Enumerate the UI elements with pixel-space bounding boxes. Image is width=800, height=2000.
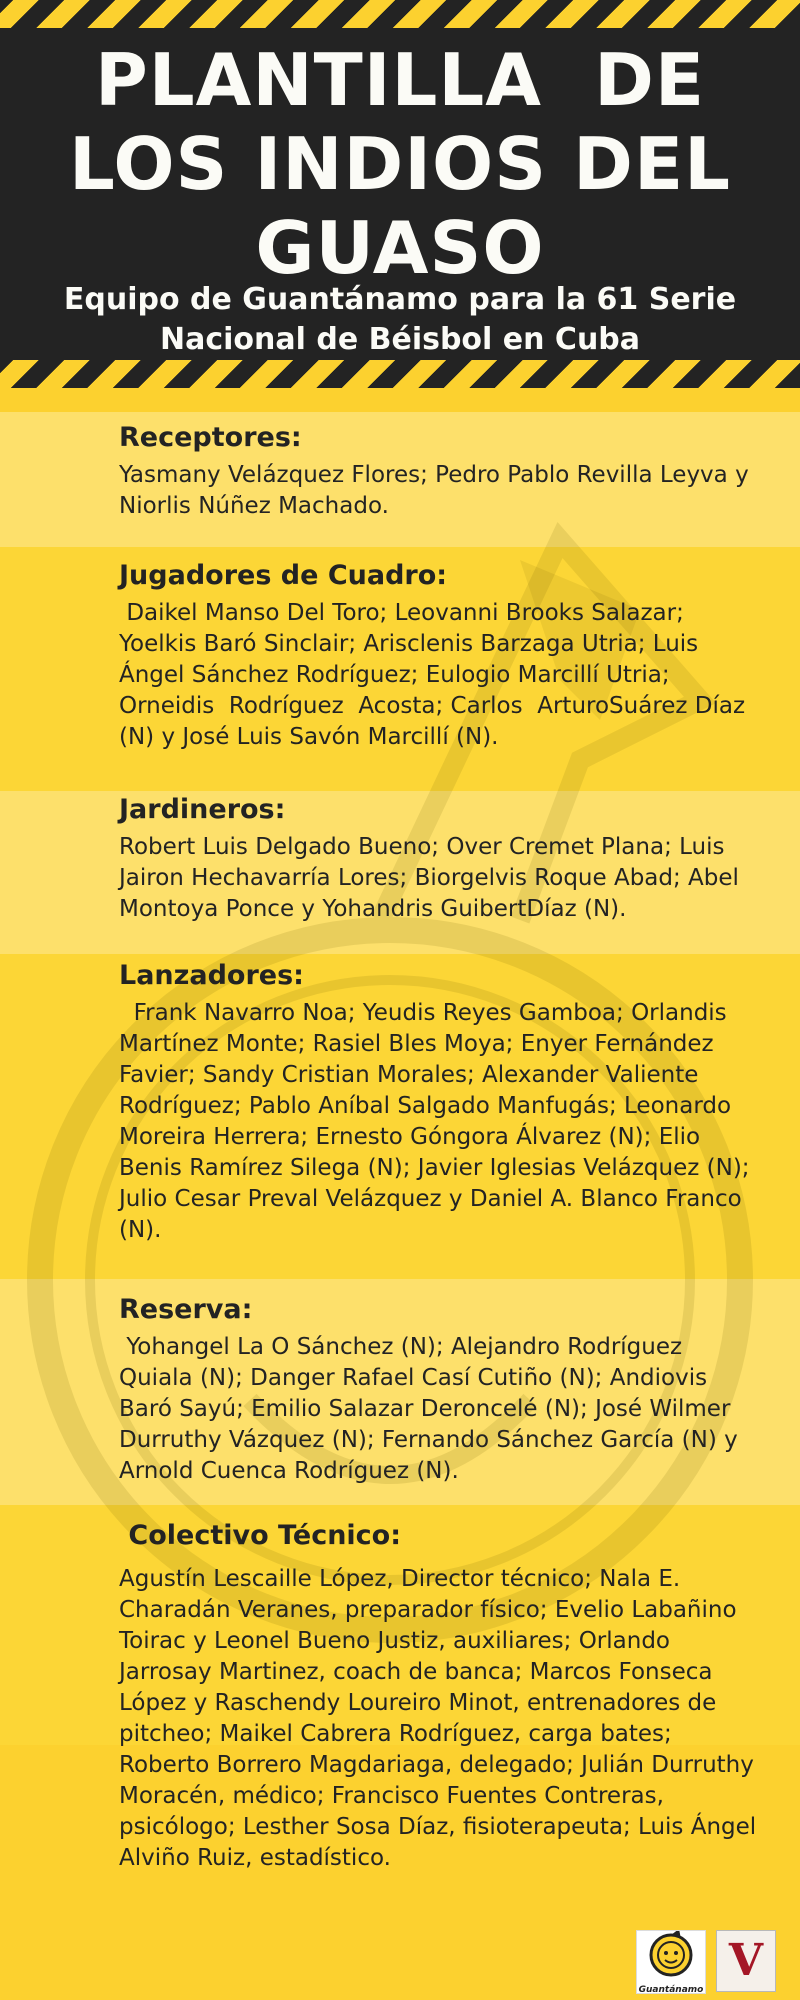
section-receptores	[119, 420, 759, 522]
section-reserva	[119, 1292, 759, 1487]
section-text: Agustín Lescaille López, Director técnico; Nala E. Charadán Veranes, preparador físico; Evelio Labañino Toirac y Leonel Bueno Justiz, auxiliares; Orlando Jarrosay Martinez, coach de banca; Marcos Fonseca López y Raschendy Loureiro Minot, entrenadores de pitcheo; Maikel Cabrera Rodríguez, carga bates; Roberto Borrero Magdariaga, delegado; Julián Durruthy Moracén, médico; Francisco Fuentes Contreras, psicólogo; Lesther Sosa Díaz, fisioterapeuta; Luis Ángel Alviño Ruiz, estadístico.	[119, 1566, 757, 1871]
section-jardineros	[119, 792, 759, 925]
section-heading: Receptores:	[119, 422, 302, 453]
v-logo	[716, 1930, 776, 1992]
section-text: Yasmany Velázquez Flores; Pedro Pablo Revilla Leyva y Niorlis Núñez Machado.	[119, 462, 749, 519]
section-text: Yohangel La O Sánchez (N); Alejandro Rodríguez Quiala (N); Danger Rafael Casí Cutiño (N); Andiovis Baró Sayú; Emilio Salazar Deroncelé (N); José Wilmer Durruthy Vázquez (N); Fernando Sánchez García (N) y Arnold Cuenca Rodríguez (N).	[119, 1334, 746, 1484]
hazard-stripes-top	[0, 0, 800, 28]
section-cuadro	[119, 558, 759, 753]
title-line-3: GUASO	[255, 206, 545, 290]
section-lanzadores	[119, 958, 759, 1246]
baseball-mascot-icon	[637, 1931, 705, 1981]
subtitle-line-1: Equipo de Guantánamo para la 61 Serie	[63, 282, 737, 317]
page-title	[0, 38, 800, 290]
footer-logos	[636, 1930, 776, 1995]
section-text: Daikel Manso Del Toro; Leovanni Brooks Salazar; Yoelkis Baró Sinclair; Arisclenis Barzaga Utria; Luis Ángel Sánchez Rodríguez; Eulogio Marcillí Utria; Orneidis Rodríguez Acosta; Carlos ArturoSuárez Díaz (N) y José Luis Savón Marcillí (N).	[119, 600, 753, 750]
section-text: Robert Luis Delgado Bueno; Over Cremet Plana; Luis Jairon Hechavarría Lores; Biorgelvis Roque Abad; Abel Montoya Ponce y Yohandris GuibertDíaz (N).	[119, 834, 739, 922]
title-line-2: LOS INDIOS DEL	[69, 122, 731, 206]
hazard-stripes-bottom	[0, 360, 800, 388]
section-heading: Reserva:	[119, 1294, 253, 1325]
section-tecnico	[119, 1518, 759, 1874]
section-text: Frank Navarro Noa; Yeudis Reyes Gamboa; Orlandis Martínez Monte; Rasiel Bles Moya; Enyer Fernández Favier; Sandy Cristian Morales; Alexander Valiente Rodríguez; Pablo Aníbal Salgado Manfugás; Leonardo Moreira Herrera; Ernesto Góngora Álvarez (N); Elio Benis Ramírez Silega (N); Javier Iglesias Velázquez (N); Julio Cesar Preval Velázquez y Daniel A. Blanco Franco (N).	[119, 1000, 757, 1243]
section-heading: Jardineros:	[119, 794, 286, 825]
v-logo-letter: V	[728, 1935, 764, 1986]
guantanamo-label: Guantánamo	[638, 1985, 704, 1995]
title-line-1: PLANTILLA DE	[94, 38, 706, 122]
section-heading: Jugadores de Cuadro:	[119, 560, 448, 591]
section-heading: Lanzadores:	[119, 960, 304, 991]
header-banner	[0, 0, 800, 388]
section-heading: Colectivo Técnico:	[119, 1520, 402, 1551]
page-subtitle	[0, 280, 800, 360]
guantanamo-logo	[636, 1930, 706, 1994]
subtitle-line-2: Nacional de Béisbol en Cuba	[159, 322, 641, 357]
